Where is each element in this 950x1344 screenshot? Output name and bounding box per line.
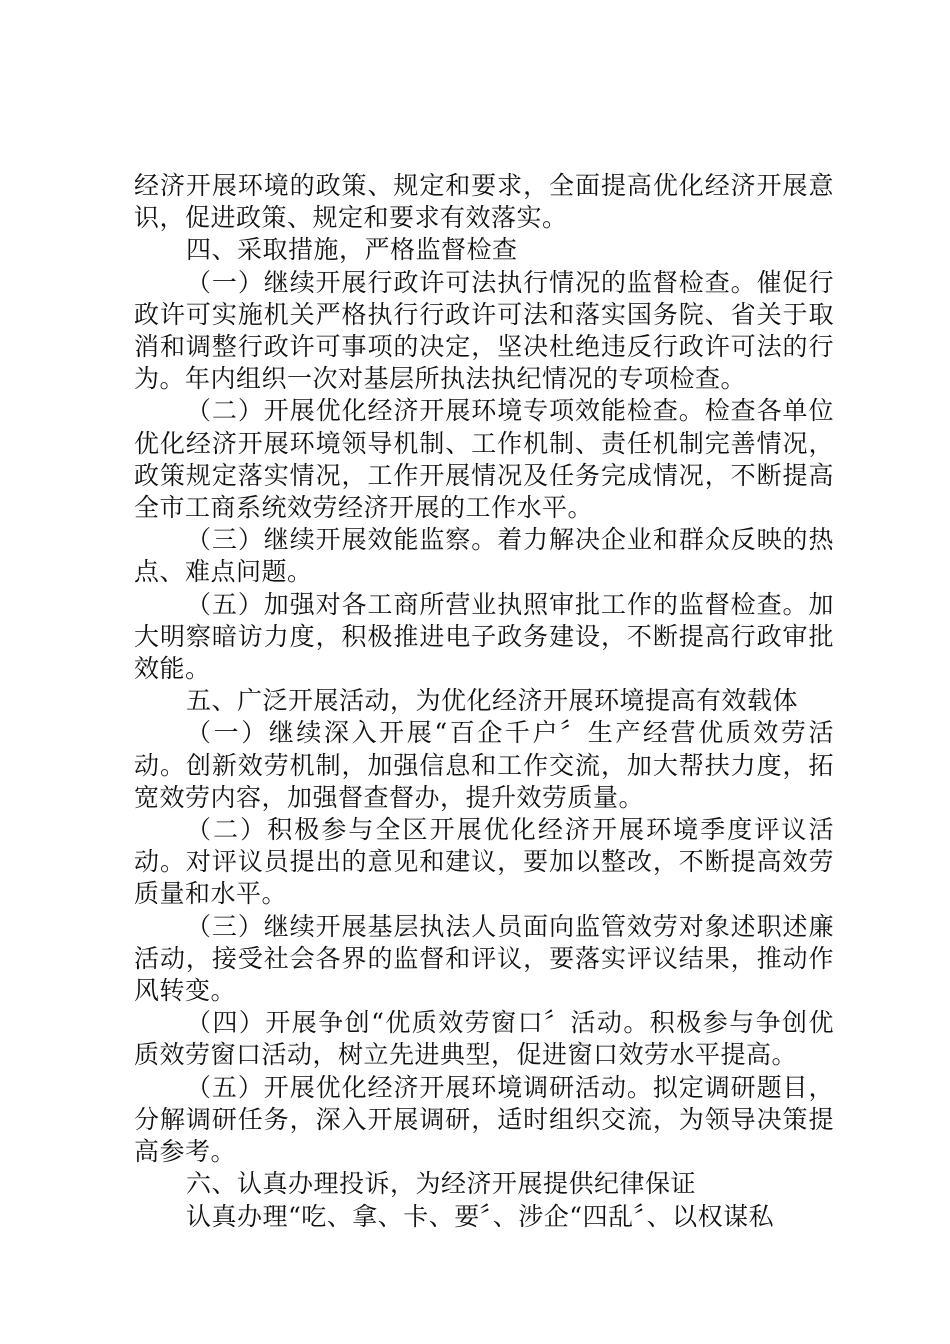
paragraph-5-1: （一）继续深入开展“百企千户〞生产经营优质效劳活动。创新效劳机制，加强信息和工作交流，加大帮扶力度，拓宽效劳内容，加强督查督办，提升效劳质量。 <box>134 718 834 812</box>
paragraph-5-5: （五）开展优化经济开展环境调研活动。拟定调研题目，分解调研任务，深入开展调研，适时组织交流，为领导决策提高参考。 <box>134 1072 834 1167</box>
paragraph-4-1: （一）继续开展行政许可法执行情况的监督检查。催促行政许可实施机关严格执行行政许可法和落实国务院、省关于取消和调整行政许可事项的决定，坚决杜绝违反行政许可法的行为。年内组织一次对基层所执法执纪情况的专项检查。 <box>134 267 834 394</box>
section-heading-6: 六、认真办理投诉，为经济开展提供纪律保证 <box>186 1169 697 1199</box>
paragraph-4-3: （三）继续开展效能监察。着力解决企业和群众反映的热点、难点问题。 <box>134 525 834 587</box>
paragraph-5-3: （三）继续开展基层执法人员面向监管效劳对象述职述廉活动，接受社会各界的监督和评议，要落实评议结果，推动作风转变。 <box>134 911 834 1006</box>
section-heading-4: 四、采取措施，严格监督检查 <box>186 235 518 265</box>
paragraph-4-2: （二）开展优化经济开展环境专项效能检查。检查各单位优化经济开展环境领导机制、工作机制、责任机制完善情况，政策规定落实情况，工作开展情况及任务完成情况，不断提高全市工商系统效劳经济开展的工作水平。 <box>134 396 834 523</box>
section-heading-5: 五、广泛开展活动，为优化经济开展环境提高有效载体 <box>186 686 799 716</box>
document-body <box>134 170 834 1233</box>
paragraph-intro: 经济开展环境的政策、规定和要求，全面提高优化经济开展意识，促进政策、规定和要求有效落实。 <box>134 171 834 233</box>
paragraph-5-2: （二）积极参与全区开展优化经济开展环境季度评议活动。对评议员提出的意见和建议，要加以整改，不断提高效劳质量和水平。 <box>134 815 834 909</box>
paragraph-6-1: 认真办理“吃、拿、卡、要〞、涉企“四乱〞、以权谋私 <box>186 1201 775 1231</box>
paragraph-4-5: （五）加强对各工商所营业执照审批工作的监督检查。加大明察暗访力度，积极推进电子政务建设，不断提高行政审批效能。 <box>134 589 834 684</box>
paragraph-5-4: （四）开展争创“优质效劳窗口〞活动。积极参与争创优质效劳窗口活动，树立先进典型，促进窗口效劳水平提高。 <box>134 1008 834 1070</box>
